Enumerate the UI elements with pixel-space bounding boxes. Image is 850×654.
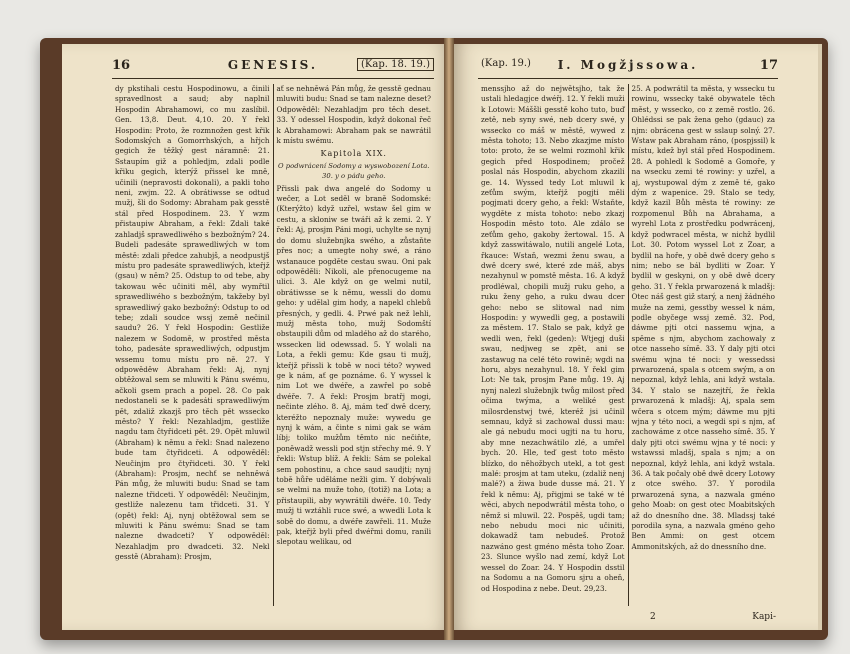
running-header — [112, 58, 434, 78]
text-columns — [112, 84, 434, 606]
book-spine-gutter — [444, 38, 454, 640]
catchword: Kapi- — [752, 612, 776, 622]
signature-mark: 2 — [650, 612, 656, 622]
page-number: 16 — [112, 58, 131, 73]
left-page — [62, 44, 454, 630]
page-number: 17 — [759, 58, 778, 73]
running-title: I. Mogžjssowa. — [557, 58, 699, 72]
text-column-2 — [274, 84, 435, 606]
running-title: GENESIS. — [227, 58, 319, 72]
right-page — [450, 44, 822, 630]
text-column-1: dy pkstihali cestu Hospodinowu, a činili spravedlnost a saud; aby naplnil Hospodin Abrahamowi, co mu zaslíbil. Gen. 13,8. Deut. 4,10. 20. Y řekl Hospodin: Proto, že rozmnožen gest křik Sodomských a Gomorrhských, a hřjch gegich že těžký gest náramně: 21. Sstaupím giž a pohledjm, zdali podle křiku gegich, kterýž přissel ke mně, učinili (nepravosti dokonali), a pakli toho neni, zwjm. 22. A obrátiwsse se odtud mužj, šli do Sodomy: Abraham pak gesstě stál před Hospodinem. 23. Y wzm přistaupiw Abraham, a řekl: Zdali také zahladjš sprawedliwého s bezbožným? 24. Budeli padesáte sprawedliwých w tom městě: zdali předce zahubjš, a neodpustjš místu pro padesáte sprawedliwých, kteřjž (gsau) w něm? 25. Odstup to od tebe, aby takowau wěc učiniti měl, aby wymřtil sprawedliwého s bezbožným, takžeby byl sprawedliwý gako bezbožný: Odstup to od tebe; zdali soudce wssj země nečinil saudu? 26. Y řekl Hospodin: Gestliže nalezem w Sodomě, w prostřed města toho, padesáte sprawedliwých, odpustjm wssemu tomu místu pro ně. 27. Y odpowěděw Abraham řekl: Aj, nynj obtěžowal sem se mluwiti k Pánu swému, ačkoli gsem prach a popel. 28. Co pak nedostaneli se k padesáti sprawedliwým pět, zdaliž zkazjš pro těch pět wssecko město? Y řekl: Nezahladjm, gestliže nagdu tam čtyřidceti pět. 29. Opět mluwil (Abraham) k němu a řekl: Snad nalezeno bude tam čtyřidceti. A odpowěděl: Neučinjm pro čtyřidceti. 30. Y řekl (Abraham): Prosjm, nechť se nehněwá Pán můg, že mluwiti budu: Snad se tam nalezne třidceti. Y odpowěděl: Neučinjm, gestliže nalezenu tam třidceti. 31. Y (opět) řekl: Aj, nynj obtěžowal sem se mluwiti k Pánu swému: Snad se tam nalezne dwadceti? Y odpowěděl: Nezahladjm pro dwadceti. 32. Nekl gesstě (Abraham): Prosjm, — [115, 84, 270, 562]
running-header — [478, 58, 778, 78]
header-rule — [478, 78, 778, 79]
chapter-ref: (Kap. 18. 19.) — [357, 58, 434, 71]
verse-block: ať se nehněwá Pán můg, že gesstě gednau mluwiti budu: Snad se tam nalezne deset? Odpowěděl: Nezahladjm pro těch deset. 33. Y odessel Hospodin, když dokonal řeč k Abrahamowi: Abraham pak se nawrátil k místu swému. — [276, 84, 431, 146]
chapter-ref: (Kap. 19.) — [481, 58, 531, 69]
text-column-1: menssjho až do nejwětsjho, tak že ustali hledagjce dwéřj. 12. Y řekli muži k Lotowi: Máššli gesstě koho tuto, buď zetě, neb syny swé, neb dcery swé, y wssecko co máš w městě, wywed z města tohoto; 13. Nebo zkazjme místo toto: proto, že se welmi rozmohl křik gegich před Hospodinem; pročež poslal nás Hospodin, abychom zkazili ge. 14. Wyssed tedy Lot mluwil k zeťům swým, kteřjž pogjti měli pogjmati dcery geho, a řekl: Wstaňte, wygděte z místa tohoto: nebo zkazj Hospodin město toto. Ale zdálo se zeťům geho, gakoby žertowal. 15. A když zasswitáwalo, nutili angelé Lota, řkauce: Wstaň, wezmi ženu swau, a dwě dcery swé, které zde máš, abys nezahynul w pomstě města. 16. A když prodléwal, chopili mužj ruku geho, a ruku ženy geho, a ruku dwau dcer geho: nebo se slitowal nad nim Hospodin: y wywedli geg, a postawili za městem. 17. Stalo se pak, když ge wedli wen, řekl (geden): Wtjegj duši swau, nedjweg se zpět, ani se zastawug na celé této rowině; wgdi na horu, abys nezahynul. 18. Y řekl gim Lot: Ne tak, prosjm Pane můg. 19. Aj nynj nalezl služebnjk twůg milost před očima twýma, a weliké gest milosrdenstwj twé, kteréž jsi učinil semnau, když si zachowal dussi mau: ale gá nebudu moci ugjti na tu horu, aby mne nezachwátilo zlé, a umřel bych. 20. Hle, teď gest toto město blízko, do něhožbych utekl, a tot gest malé: prosjm at tam uteku, (zdaliž nenj malé?) a žiwa bude dusse má. 21. Y řekl k němu: Aj, přigjmi se také w té wěci, abych nepodwrátil města toho, o němž si mluwil. 22. Pospěš, ugdi tam; nebo nebudu moci nic učiniti, dokawadž tam nebudeš. Protož nazwáno gest gméno města toho Zoar. 23. Slunce wyšlo nad zemí, když Lot wessel do Zoar. 24. Y Hospodin dsstil na Sodomu a na Gomoru sjru a oheň, od Hospodina z nebe. Deut. 29,23. — [481, 84, 625, 593]
text-column-2: 25. A podwrátil ta města, y wssecku tu rowinu, wssecky také obywatele těch měst, y wssecko, co z země rostlo. 26. Ohlédssi se pak žena geho (gdauc) za njm: obrácena gest w sslaup solný. 27. Wstaw pak Abraham ráno, (pospjssil) k místu, kdež byl stál před Hospodinem. 28. A pohledl k Sodomě a Gomoře, y na wsecku zemi té rowiny: y uzřel, a aj, wystupowal dým z země té, gako dým z wapenice. 29. Stalo se tedy, když kazil Bůh města té rowiny: ze rozpomenul Bůh na Abrahama, a wyrehl Lota z prostředku podwrácenj, když podwracel města, w nichž bydlil Lot. 30. Potom wyssel Lot z Zoar, a bydlil na hoře, y obě dwě dcery geho s nim; nebo se bál bydliti w Zoar. Y bydlil w geskyni, on y obě dwě dcery geho. 31. Y řekla prwarozená k mladšj: Otec náš gest giž starý, a nenj žádného muže na zemi, gesstby wessel k nám, podle obyčege wssj země. 32. Pod, dáwme pjti otci nassemu wjna, a spěme s njm, abychom zachowaly z otce nasseho símě. 33. Y daly pjti otci swému wjna té noci: y wessedssi prwarozená, spala s otcem swým, a on nepoznal, když lehla, ani když wstala. 34. Y stalo se nazejtří, že řekla prwarozená k mladšj: Aj, spala sem wčera s otcem mým; dáwme mu pjti wjna y této noci, a wegdi spi s njm, ať zachowáme z otce nasseho símě. 35. Y daly pjti otci swému wjna y té noci: y wstawssi mladšj, spala s njm; a on nepoznal, když lehla, ani když wstala. 36. A tak počaly obě dwě dcery Lotowy z otce swého. 37. Y porodila prwarozená syna, a nazwala gméno geho Moab: on gest otec Moabitských až do dnesního dne. 38. Mladssj také porodila syna, a nazwala gméno geho Ben Ammi: on gest otcem Ammonitských, až do dnessního dne. — [631, 84, 775, 551]
chapter-heading: Kapitola XIX. — [320, 149, 387, 159]
verse-block: Přissli pak dwa angelé do Sodomy u wečer, a Lot seděl w braně Sodomské: (Kterýžto) když uzřel, wstaw šel gim w cestu, a skloniw se twáři až k zemi. 2. Y řekl: Aj, prosjm Páni mogi, uchylte se nynj do domu služebnjka swého, a zůstaňte přes noc; a umegte nohy swé, a ráno wstanauce pogděte cestau swau. Oni pak odpowěděli: Nikoli, ale přenocugeme na ulici. 3. Ale když on ge welmi nutil, obrátiwsse se k němu, wessli do domu geho: y udělal gim hody, a napekl chlebů přesných, y gedli. 4. Prwé pak než lehli, mužj města toho, mužj Sodomští obstaupili dům od mladého až do starého, wssecken lid odewssad. 5. Y wolali na Lota, a řekli gemu: Kde gsau ti mužj, kteřjž přissli k tobě w noci této? wywed ge k nám, ať ge poznáme. 6. Y wyssel k nim Lot we dwéře, a zawřel po sobě dwéře. 7. A řekl: Prosjm bratřj mogi, nečinte zlého. 8. Aj, mám teď dwě dcery, kteréžto nepoznaly muže: wywedu ge nynj k wám, a činte s nimi gak se wám líbj; toliko mužům těmto nic nečiňte, poněwadž wessli pod stjn střechy mé. 9. Y řekli: Wstup blíž. A řekli: Sám se polekal sem pohostinu, a chce saud saudjti; nynj tobě hůře uděláme nežli gim. Y dobýwali se welmi na muže toho, (totiž) na Lota; a přistaupili, aby wywrátili dwéře. 10. Tedy mužj ti wztáhli ruce swé, a wwedli Lota k sobě do domu, a dwéře zawřeli. 11. Muže pak, kteřjž byli před dwéřmi domu, ranili slepotau welikau, od — [276, 183, 431, 547]
header-rule — [112, 78, 434, 79]
chapter-summary: O podwrácení Sodomy a wyswobození Lota. 30. y o pádu geho. — [278, 161, 430, 181]
text-columns — [478, 84, 778, 606]
open-book — [40, 38, 828, 640]
